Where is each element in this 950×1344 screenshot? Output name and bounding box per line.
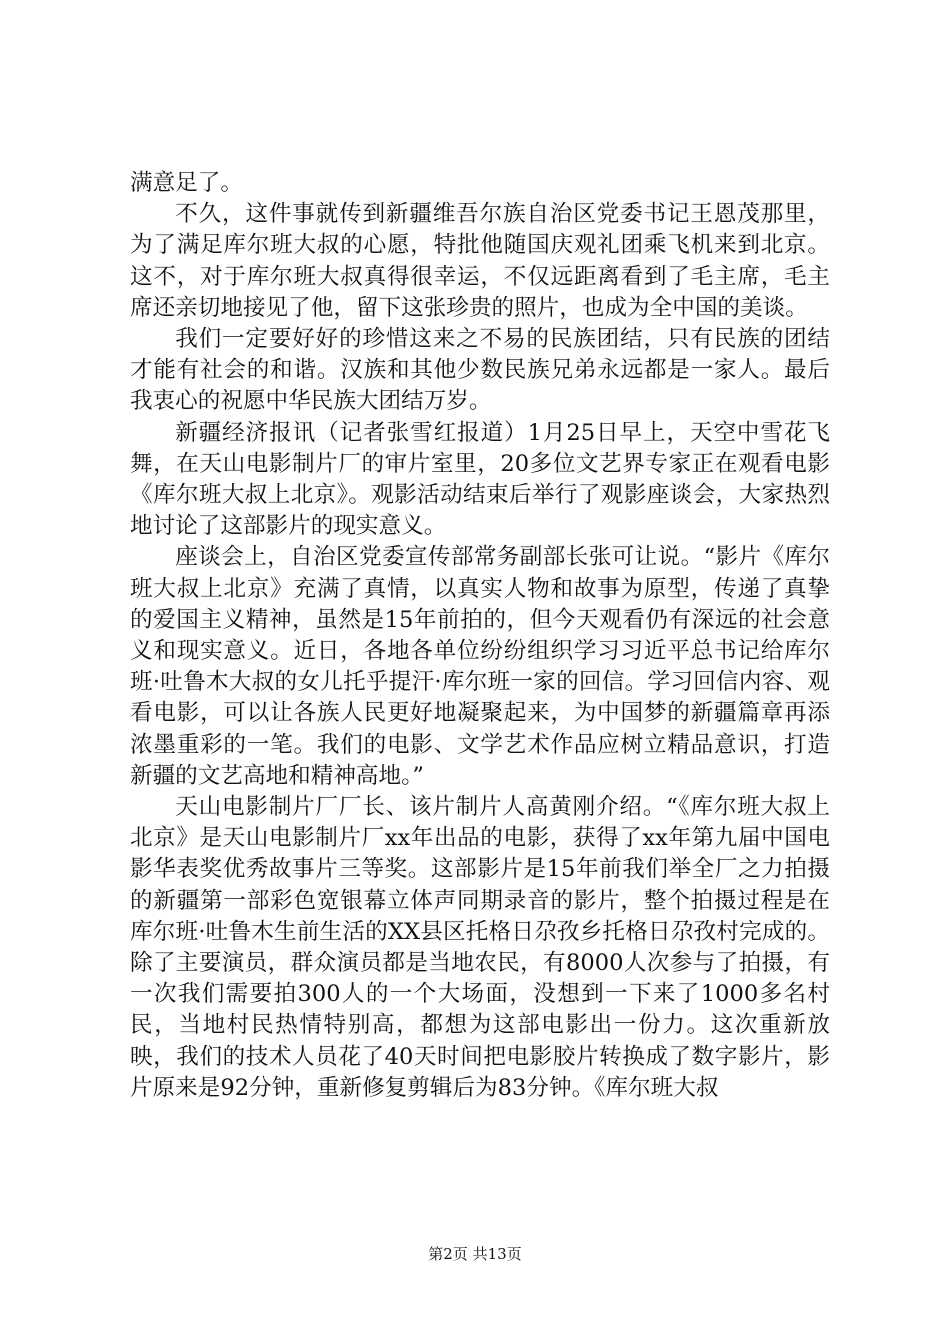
document-body xyxy=(130,168,830,1104)
paragraph-1: 满意足了。 xyxy=(130,170,243,196)
paragraph-5: 座谈会上，自治区党委宣传部常务副部长张可让说。“影片《库尔班大叔上北京》充满了真情，以真实人物和故事为原型，传递了真挚的爱国主义精神，虽然是15年前拍的，但今天观看仍有深远的社会意义和现实意义。近日，各地各单位纷纷组织学习习近平总书记给库尔班·吐鲁木大叔的女儿托乎提汗·库尔班一家的回信。学习回信内容、观看电影，可以让各族人民更好地凝聚起来，为中国梦的新疆篇章再添浓墨重彩的一笔。我们的电影、文学艺术作品应树立精品意识，打造新疆的文艺高地和精神高地。” xyxy=(130,544,830,789)
paragraph-6: 天山电影制片厂厂长、该片制片人高黄刚介绍。“《库尔班大叔上北京》是天山电影制片厂xx年出品的电影，获得了xx年第九届中国电影华表奖优秀故事片三等奖。这部影片是15年前我们举全厂之力拍摄的新疆第一部彩色宽银幕立体声同期录音的影片，整个拍摄过程是在库尔班·吐鲁木生前生活的XX县区托格日尕孜乡托格日尕孜村完成的。除了主要演员，群众演员都是当地农民，有8000人次参与了拍摄，有一次我们需要拍300人的一个大场面，没想到一下来了1000多名村民，当地村民热情特别高，都想为这部电影出一份力。这次重新放映，我们的技术人员花了40天时间把电影胶片转换成了数字影片，影片原来是92分钟，重新修复剪辑后为83分钟。《库尔班大叔 xyxy=(130,794,830,1101)
paragraph-3: 我们一定要好好的珍惜这来之不易的民族团结，只有民族的团结才能有社会的和谐。汉族和其他少数民族兄弟永远都是一家人。最后我衷心的祝愿中华民族大团结万岁。 xyxy=(130,326,830,415)
paragraph-2: 不久，这件事就传到新疆维吾尔族自治区党委书记王恩茂那里，为了满足库尔班大叔的心愿，特批他随国庆观礼团乘飞机来到北京。这不，对于库尔班大叔真得很幸运，不仅远距离看到了毛主席，毛主席还亲切地接见了他，留下这张珍贵的照片，也成为全中国的美谈。 xyxy=(130,201,830,321)
page-number-footer: 第2页 共13页 xyxy=(428,1245,522,1263)
paragraph-4: 新疆经济报讯（记者张雪红报道）1月25日早上，天空中雪花飞舞，在天山电影制片厂的审片室里，20多位文艺界专家正在观看电影《库尔班大叔上北京》。观影活动结束后举行了观影座谈会，大家热烈地讨论了这部影片的现实意义。 xyxy=(130,419,830,540)
